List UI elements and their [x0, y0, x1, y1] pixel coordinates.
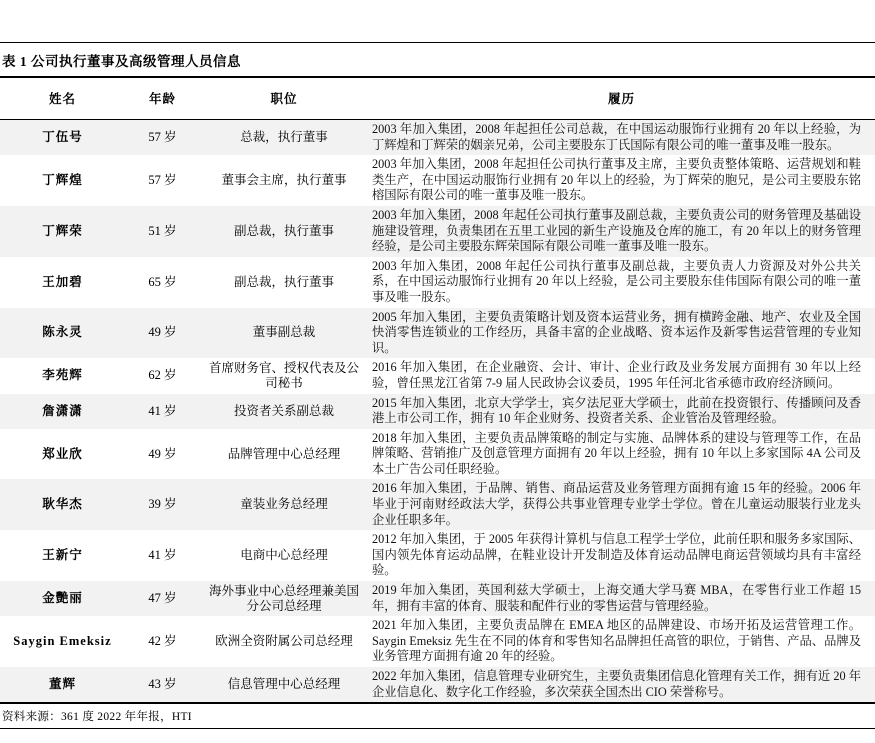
table-row [0, 358, 875, 393]
cell-bio: 2003 年加入集团，2008 年起担任公司执行董事及主席，主要负责整体策略、运营规划和鞋类生产，在中国运动服饰行业拥有 20 年以上的经验，为丁辉荣的胞兄，是公司主要股东铭榕国际有限公司的唯一董事及唯一股东。 [372, 157, 861, 203]
table-title: 表 1 公司执行董事及高级管理人员信息 [2, 54, 241, 69]
cell-age: 57 岁 [148, 130, 177, 145]
cell-name: 王加碧 [42, 274, 83, 289]
cell-position: 副总裁，执行董事 [233, 223, 334, 238]
table-row [0, 257, 875, 308]
table-header-row [0, 78, 875, 119]
cell-age: 39 岁 [148, 497, 177, 512]
table-row [0, 667, 875, 702]
top-whitespace [0, 0, 875, 42]
cell-bio: 2003 年加入集团，2008 年起任公司执行董事及副总裁，主要负责公司的财务管理及基础设施建设管理，负责集团在五里工业园的新生产设施及仓库的施工，有 20 年以上的财务管理经验，是公司主要股东辉荣国际有限公司唯一董事及唯一股东。 [372, 207, 861, 254]
column-header-position: 职位 [270, 92, 298, 106]
cell-position: 欧洲全资附属公司总经理 [215, 634, 353, 649]
table-row [0, 581, 875, 616]
cell-name: 丁辉煌 [42, 173, 83, 188]
column-header-name: 姓名 [48, 92, 76, 106]
cell-name: 董辉 [48, 677, 76, 692]
table-row [0, 616, 875, 667]
table-row [0, 308, 875, 359]
cell-name: Saygin Emeksiz [13, 634, 112, 649]
cell-name: 金艷丽 [42, 591, 83, 606]
table-row [0, 530, 875, 581]
cell-name: 李苑辉 [42, 368, 83, 383]
cell-name: 丁伍号 [42, 130, 83, 145]
table-row [0, 155, 875, 206]
cell-age: 49 岁 [148, 446, 177, 461]
table-body [0, 120, 875, 702]
cell-bio: 2019 年加入集团，英国利兹大学硕士，上海交通大学马赛 MBA，在零售行业工作超 15 年，拥有丰富的体育、服装和配件行业的零售运营与管理经验。 [372, 583, 861, 613]
cell-age: 47 岁 [148, 591, 177, 606]
table-row [0, 429, 875, 480]
cell-position: 副总裁，执行董事 [233, 274, 334, 289]
cell-position: 总裁，执行董事 [240, 130, 328, 145]
cell-position: 董事副总裁 [252, 325, 316, 340]
cell-age: 57 岁 [148, 173, 177, 188]
cell-name: 耿华杰 [42, 497, 83, 512]
cell-age: 42 岁 [148, 634, 177, 649]
cell-bio: 2016 年加入集团，于品牌、销售、商品运营及业务管理方面拥有逾 15 年的经验。2006 年毕业于河南财经政法大学，获得公共事业管理专业学士学位。曾在儿童运动服装行业龙头企业任职多年。 [372, 481, 861, 527]
table-row [0, 120, 875, 155]
cell-position: 董事会主席，执行董事 [221, 173, 347, 188]
cell-bio: 2005 年加入集团，主要负责策略计划及资本运营业务，拥有横跨金融、地产、农业及全国快消零售连锁业的工作经历，具备丰富的企业战略、资本运作及新零售运营管理的专业知识。 [372, 309, 861, 355]
source-note: 资料来源：361 度 2022 年年报，HTI [2, 711, 192, 724]
cell-age: 43 岁 [148, 677, 177, 692]
cell-bio: 2021 年加入集团，主要负责品牌在 EMEA 地区的品牌建设、市场开拓及运营管理工作。Saygin Emeksiz 先生在不同的体育和零售知名品牌担任高管的职位，于销售、产品、品牌及业务管理方面拥有逾 20 年的经验。 [372, 618, 861, 664]
cell-name: 詹潇潇 [42, 403, 83, 418]
cell-bio: 2018 年加入集团，主要负责品牌策略的制定与实施、品牌体系的建设与管理等工作，在品牌策略、营销推广及创意管理方面拥有 20 年以上经验，拥有 10 年以上多家国际 4A 公司及本土广告公司任职经验。 [372, 430, 861, 476]
cell-name: 陈永灵 [42, 325, 83, 340]
table-row [0, 479, 875, 530]
cell-bio: 2015 年加入集团，北京大学学士，宾夕法尼亚大学硕士，此前在投资银行、传播顾问及香港上市公司工作，拥有 10 年企业财务、投资者关系、企业管治及管理经验。 [372, 395, 861, 426]
cell-age: 49 岁 [148, 325, 177, 340]
cell-age: 41 岁 [148, 548, 177, 563]
cell-bio: 2022 年加入集团，信息管理专业研究生，主要负责集团信息化管理有关工作，拥有近 20 年企业信息化、数字化工作经验，多次荣获全国杰出 CIO 荣誉称号。 [372, 669, 861, 699]
divider-bottom [0, 728, 875, 729]
cell-position: 信息管理中心总经理 [227, 677, 341, 692]
column-header-bio: 履历 [607, 92, 635, 106]
cell-name: 王新宁 [42, 548, 83, 563]
cell-name: 丁辉荣 [42, 223, 83, 238]
cell-age: 41 岁 [148, 403, 177, 418]
cell-position: 首席财务官、授权代表及公司秘书 [208, 360, 359, 390]
table-row [0, 206, 875, 257]
cell-age: 62 岁 [148, 368, 177, 383]
cell-name: 郑业欣 [42, 446, 83, 461]
cell-position: 童装业务总经理 [240, 497, 328, 512]
cell-position: 海外事业中心总经理兼美国分公司总经理 [208, 583, 359, 613]
cell-bio: 2012 年加入集团，于 2005 年获得计算机与信息工程学士学位，此前任职和服务多家国际、国内领先体育运动品牌，在鞋业设计开发制造及体育运动品牌电商运营领域均具有丰富经验。 [372, 532, 861, 578]
cell-bio: 2016 年加入集团，在企业融资、会计、审计、企业行政及业务发展方面拥有 30 年以上经验，曾任黑龙江省第 7-9 届人民政协会议委员，1995 年任河北省承德市政府经济顾问。 [372, 360, 861, 390]
cell-position: 品牌管理中心总经理 [227, 446, 341, 461]
cell-bio: 2003 年加入集团，2008 年起担任公司总裁，在中国运动服饰行业拥有 20 年以上经验，为丁辉煌和丁辉荣的姻亲兄弟，公司主要股东丁氏国际有限公司的唯一董事及唯一股东。 [372, 122, 861, 152]
cell-age: 65 岁 [148, 274, 177, 289]
cell-bio: 2003 年加入集团，2008 年起任公司执行董事及副总裁，主要负责人力资源及对外公共关系，在中国运动服饰行业拥有 20 年以上经验，是公司主要股东佳伟国际有限公司的唯一董事及唯一股东。 [372, 258, 861, 304]
cell-position: 投资者关系副总裁 [233, 403, 334, 418]
cell-age: 51 岁 [148, 223, 177, 238]
table-row [0, 394, 875, 429]
column-header-age: 年龄 [148, 92, 176, 106]
cell-position: 电商中心总经理 [240, 548, 328, 563]
